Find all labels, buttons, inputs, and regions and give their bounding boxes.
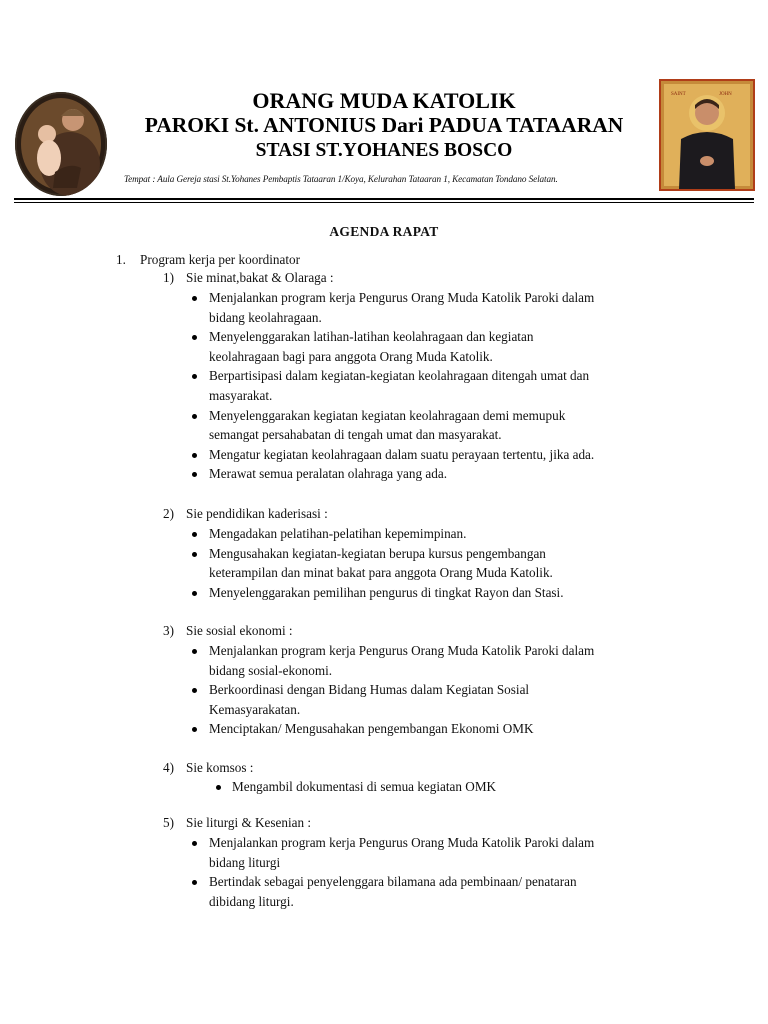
bullet-text: Menyelenggarakan pemilihan pengurus di tingkat Rayon dan Stasi. bbox=[209, 584, 564, 600]
bullet-icon bbox=[192, 532, 197, 537]
bullet-text: Kemasyarakatan. bbox=[209, 701, 301, 717]
header-divider bbox=[14, 198, 754, 200]
bullet-text: keolahragaan bagi para anggota Orang Muda Katolik. bbox=[209, 348, 493, 364]
parish-name: PAROKI St. ANTONIUS Dari PADUA TATAARAN bbox=[144, 113, 624, 137]
svg-text:JOHN: JOHN bbox=[719, 92, 732, 97]
bullet-icon bbox=[192, 880, 197, 885]
bullet-text: keterampilan dan minat bakat para anggota Orang Muda Katolik. bbox=[209, 565, 553, 581]
bullet-text: Berkoordinasi dengan Bidang Humas dalam Kegiatan Sosial bbox=[209, 682, 530, 698]
bullet-icon bbox=[192, 727, 197, 732]
bullet-text: Menyelenggarakan latihan-latihan keolahragaan dan kegiatan bbox=[209, 329, 534, 345]
bullet-icon bbox=[192, 591, 197, 596]
agenda-title: AGENDA RAPAT bbox=[329, 224, 439, 239]
bullet-icon bbox=[192, 552, 197, 557]
bullet-icon bbox=[192, 841, 197, 846]
bullet-text: masyarakat. bbox=[209, 388, 273, 403]
bullet-text: semangat persahabatan di tengah umat dan masyarakat. bbox=[209, 427, 502, 443]
section-number: 5) bbox=[163, 815, 174, 830]
header-divider-thin bbox=[14, 202, 754, 203]
bullet-icon bbox=[192, 296, 197, 301]
section-title: Sie liturgi & Kesenian : bbox=[186, 815, 312, 830]
bullet-text: bidang keolahragaan. bbox=[209, 309, 322, 325]
item-label: Program kerja per koordinator bbox=[140, 252, 301, 267]
station-name: STASI ST.YOHANES BOSCO bbox=[255, 140, 513, 161]
bullet-icon bbox=[192, 414, 197, 419]
bullet-text: Bertindak sebagai penyelenggara bilamana ada pembinaan/ penataran bbox=[209, 874, 577, 890]
section-number: 3) bbox=[163, 623, 174, 638]
bullet-icon bbox=[192, 453, 197, 458]
bullet-icon bbox=[216, 785, 221, 790]
bullet-icon bbox=[192, 649, 197, 654]
bullet-text: Menyelenggarakan kegiatan kegiatan keolahragaan demi memupuk bbox=[209, 407, 566, 423]
section-title: Sie minat,bakat & Olaraga : bbox=[186, 270, 334, 285]
bullet-icon bbox=[192, 688, 197, 693]
bullet-text: Menjalankan program kerja Pengurus Orang Muda Katolik Paroki dalam bbox=[209, 643, 595, 658]
section-title: Sie pendidikan kaderisasi : bbox=[186, 506, 328, 521]
bullet-text: Merawat semua peralatan olahraga yang ada. bbox=[209, 466, 447, 482]
section-number: 4) bbox=[163, 760, 174, 775]
section-number: 1) bbox=[163, 270, 174, 285]
section-title: Sie sosial ekonomi : bbox=[186, 623, 293, 638]
bullet-icon bbox=[192, 335, 197, 340]
bullet-text: Menjalankan program kerja Pengurus Orang Muda Katolik Paroki dalam bbox=[209, 290, 595, 305]
bullet-text: Mengambil dokumentasi di semua kegiatan OMK bbox=[232, 779, 497, 794]
bullet-text: Mengusahakan kegiatan-kegiatan berupa kursus pengembangan bbox=[209, 545, 546, 561]
bullet-text: dibidang liturgi. bbox=[209, 893, 294, 909]
bullet-text: Berpartisipasi dalam kegiatan-kegiatan keolahragaan ditengah umat dan bbox=[209, 368, 590, 384]
section-number: 2) bbox=[163, 506, 174, 521]
bullet-text: bidang liturgi bbox=[209, 854, 281, 870]
svg-text:SAINT: SAINT bbox=[671, 92, 686, 97]
bullet-text: Mengadakan pelatihan-pelatihan kepemimpinan. bbox=[209, 526, 467, 541]
location-line: Tempat : Aula Gereja stasi St.Yohanes Pembaptis Tataaran 1/Koya, Kelurahan Tataaran 1, Kecamatan Tondano Selatan. bbox=[124, 174, 558, 184]
section-title: Sie komsos : bbox=[186, 760, 254, 775]
bullet-text: Menciptakan/ Mengusahakan pengembangan Ekonomi OMK bbox=[209, 721, 534, 737]
bullet-icon bbox=[192, 472, 197, 477]
bullet-text: Menjalankan program kerja Pengurus Orang Muda Katolik Paroki dalam bbox=[209, 835, 595, 850]
organization-name: ORANG MUDA KATOLIK bbox=[252, 88, 516, 113]
bullet-text: Mengatur kegiatan keolahragaan dalam suatu perayaan tertentu, jika ada. bbox=[209, 446, 595, 462]
bullet-icon bbox=[192, 374, 197, 379]
bullet-text: bidang sosial-ekonomi. bbox=[209, 662, 333, 678]
item-number: 1. bbox=[116, 252, 126, 267]
